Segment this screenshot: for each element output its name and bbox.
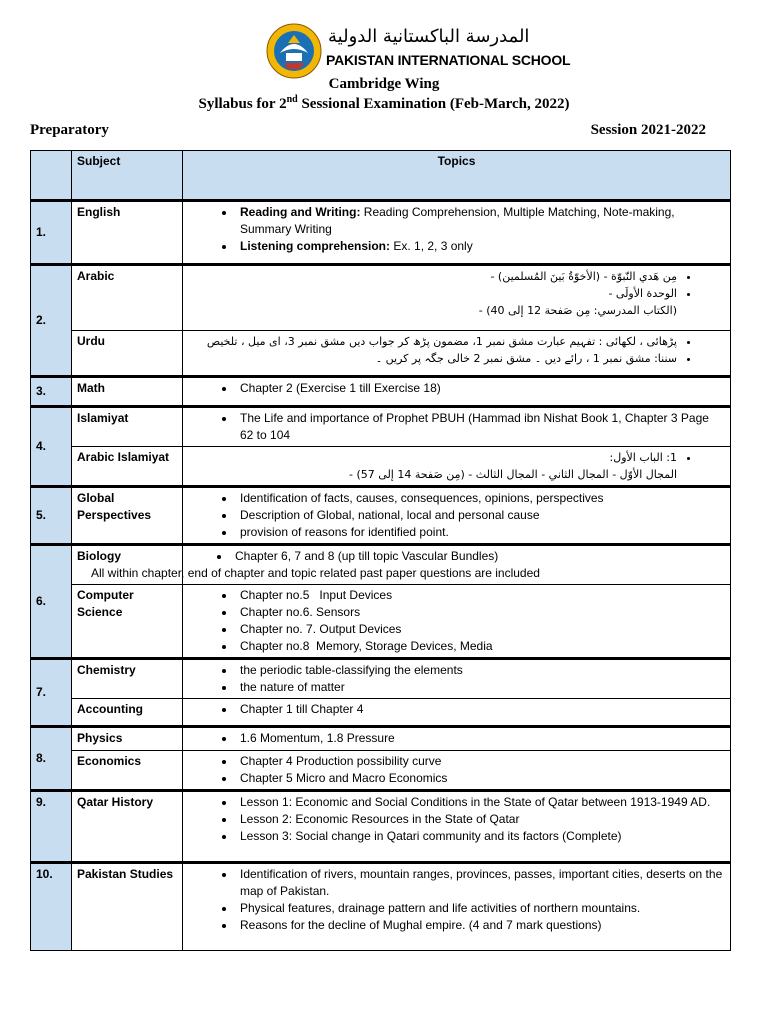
- topic-note: المجال الأوّل - المجال الثاني - المجال الثالث - (مِن صَفحة 14 إلى 57) -: [349, 468, 677, 481]
- subject-cell: Chemistry: [72, 659, 183, 699]
- topic-item: • Chapter no.8 Memory, Storage Devices, Media: [236, 638, 725, 655]
- topic-bold: Reading and Writing:: [240, 205, 361, 219]
- syllabus-table: [30, 150, 731, 951]
- table-row: [31, 447, 731, 487]
- topic-item: • The Life and importance of Prophet PBUH (Hammad ibn Nishat Book 1, Chapter 3 Page 62 to 104: [236, 410, 725, 444]
- topic-item: • مِن هَدي النّبوّة - (الأخوّةُ بَينَ المُسلمين) -: [188, 268, 677, 285]
- topics-cell: [183, 447, 731, 487]
- topics-cell: [183, 791, 731, 863]
- topic-item: [236, 238, 725, 255]
- topics-cell: [183, 265, 731, 331]
- topic-item: • Chapter no.6. Sensors: [236, 604, 725, 621]
- topic-item: • Reasons for the decline of Mughal empire. (4 and 7 mark questions): [236, 917, 725, 934]
- subject-cell: Math: [72, 377, 183, 407]
- topics-cell: [183, 863, 731, 951]
- topics-cell: [183, 727, 731, 751]
- school-header: [0, 18, 768, 82]
- topic-item: • the nature of matter: [236, 679, 725, 696]
- table-row: [31, 791, 731, 863]
- topics-cell: [183, 699, 731, 727]
- topics-cell: [183, 659, 731, 699]
- topic-item: • 1: الباب الأول:: [188, 449, 677, 466]
- subject-cell: Qatar History: [72, 791, 183, 863]
- exam-title-prefix: Syllabus for 2: [198, 96, 287, 112]
- row-number: 2.: [31, 265, 72, 377]
- subject-cell: Urdu: [72, 331, 183, 377]
- topic-note: (الكتاب المدرسي: مِن صَفحة 12 إلى 40) -: [478, 304, 677, 317]
- table-row: [31, 585, 731, 659]
- topic-item: • Chapter 5 Micro and Macro Economics: [236, 770, 725, 787]
- topic-item: • provision of reasons for identified point.: [236, 524, 725, 541]
- table-row: [31, 699, 731, 727]
- table-row: [31, 487, 731, 545]
- topic-text: Reading Comprehension, Multiple Matching, Note-making, Summary Writing: [240, 205, 675, 236]
- session-label: Session 2021-2022: [590, 122, 706, 138]
- table-header-row: [31, 151, 731, 201]
- topics-cell: [183, 201, 731, 265]
- topic-bold: Listening comprehension:: [240, 239, 391, 253]
- table-row: [31, 407, 731, 447]
- topics-cell: [183, 585, 731, 659]
- subject-cell: Global Perspectives: [72, 487, 183, 545]
- topic-item: • Chapter no.5 Input Devices: [236, 587, 725, 604]
- topic-item: • Chapter 2 (Exercise 1 till Exercise 18): [236, 380, 725, 397]
- subject-cell: Arabic Islamiyat: [72, 447, 183, 487]
- table-row: [31, 659, 731, 699]
- row-number: 6.: [31, 545, 72, 659]
- row-number: 3.: [31, 377, 72, 407]
- topic-item: • the periodic table-classifying the elements: [236, 662, 725, 679]
- exam-title: [0, 94, 768, 113]
- row-number: 7.: [31, 659, 72, 727]
- topic-text: Ex. 1, 2, 3 only: [390, 239, 473, 253]
- topic-item: • Chapter 1 till Chapter 4: [236, 701, 725, 718]
- school-name-english: PAKISTAN INTERNATIONAL SCHOOL: [326, 52, 571, 68]
- school-logo-icon: [266, 23, 322, 79]
- table-row: [31, 751, 731, 791]
- grade-label: Preparatory: [30, 122, 109, 138]
- topic-item: • Description of Global, national, local and personal cause: [236, 507, 725, 524]
- header-subject: Subject: [72, 151, 183, 201]
- topic-item: • Identification of facts, causes, consequences, opinions, perspectives: [236, 490, 725, 507]
- subject-cell: Physics: [72, 727, 183, 751]
- topics-cell: [183, 331, 731, 377]
- subject-cell: Pakistan Studies: [72, 863, 183, 951]
- table-row: [31, 545, 731, 585]
- topic-item: • Chapter no. 7. Output Devices: [236, 621, 725, 638]
- topic-item: • Chapter 4 Production possibility curve: [236, 753, 725, 770]
- topics-cell: [183, 751, 731, 791]
- subject-cell: Arabic: [72, 265, 183, 331]
- topic-note: All within chapter, end of chapter and topic related past paper questions are included: [91, 566, 540, 580]
- topic-item: • Chapter 6, 7 and 8 (up till topic Vascular Bundles): [231, 548, 725, 565]
- topics-cell: [183, 487, 731, 545]
- topic-item: • Identification of rivers, mountain ranges, provinces, passes, important cities, deserts on the map of Pakistan.: [236, 866, 725, 900]
- exam-title-sup: nd: [286, 94, 298, 105]
- subject-cell: Accounting: [72, 699, 183, 727]
- row-number: 9.: [31, 791, 72, 863]
- topic-item: • سننا: مشق نمبر 1 ، رائے دیں ۔ مشق نمبر 2 خالی جگہ پر کریں ۔: [188, 350, 677, 367]
- topic-item: • Lesson 2: Economic Resources in the State of Qatar: [236, 811, 725, 828]
- subject-cell: Computer Science: [72, 585, 183, 659]
- header-num-cell: [31, 151, 72, 201]
- subject-cell: Economics: [72, 751, 183, 791]
- table-row: [31, 863, 731, 951]
- row-number: 8.: [31, 727, 72, 791]
- row-number: 4.: [31, 407, 72, 487]
- wing-title: Cambridge Wing: [328, 76, 440, 92]
- row-number: 5.: [31, 487, 72, 545]
- topic-item: • Physical features, drainage pattern and life activities of northern mountains.: [236, 900, 725, 917]
- row-number: 1.: [31, 201, 72, 265]
- row-number: 10.: [31, 863, 72, 951]
- table-row: [31, 727, 731, 751]
- table-row: [31, 201, 731, 265]
- topic-item: • الوحدة الأولَى -: [188, 285, 677, 302]
- subject-cell: Islamiyat: [72, 407, 183, 447]
- exam-title-suffix: Sessional Examination (Feb-March, 2022): [297, 96, 570, 112]
- table-row: [31, 265, 731, 331]
- topic-item: • پڑھائی ، لکھائی : تفہیم عبارت مشق نمبر 1، مضمون پڑھ کر جواب دیں مشق نمبر 3، ای میل ، تلخیص: [188, 333, 677, 350]
- topic-item: • 1.6 Momentum, 1.8 Pressure: [236, 730, 725, 747]
- topic-item: • Lesson 3: Social change in Qatari community and its factors (Complete): [236, 828, 725, 845]
- school-name-arabic: المدرسة الباكستانية الدولية: [328, 26, 530, 47]
- table-row: [31, 377, 731, 407]
- header-topics: Topics: [183, 151, 731, 201]
- subject-cell: English: [72, 201, 183, 265]
- topics-cell: [183, 377, 731, 407]
- subject-cell: Biology: [72, 545, 183, 585]
- topic-item: [236, 204, 725, 238]
- table-row: [31, 331, 731, 377]
- topic-item: • Lesson 1: Economic and Social Conditions in the State of Qatar between 1913-1949 AD.: [236, 794, 725, 811]
- topics-cell: [183, 407, 731, 447]
